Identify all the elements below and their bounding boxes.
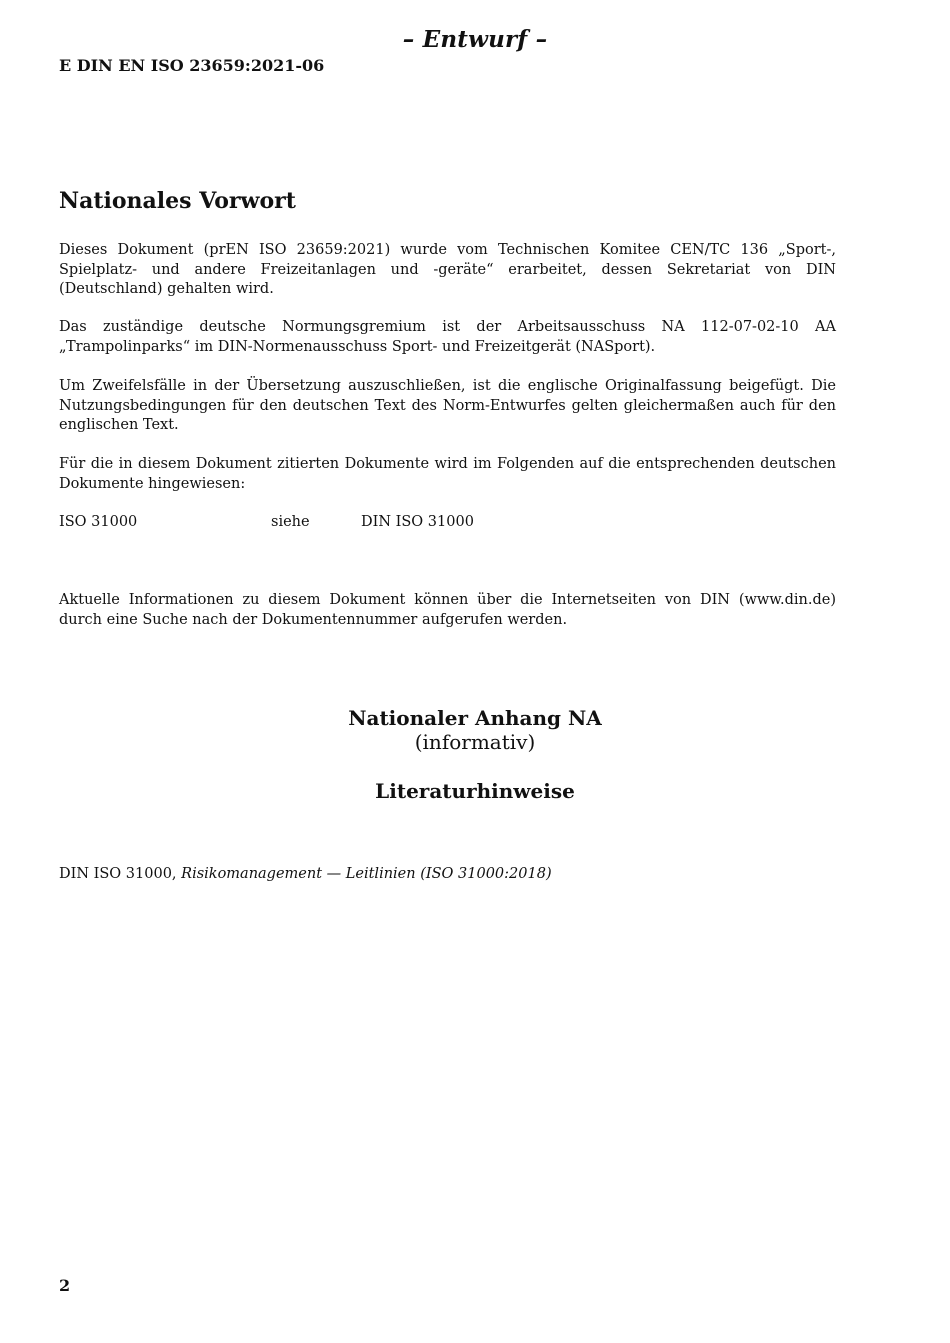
reference-see: siehe [271,514,310,530]
bibliography-title: Risikomanagement — Leitlinien (ISO 31000:2018) [181,866,552,882]
page-number: 2 [59,1276,71,1295]
annex-title: Nationaler Anhang NA [348,706,602,730]
annex-subtitle: (informativ) [414,730,536,754]
reference-iso: ISO 31000 [59,514,138,530]
document-id: E DIN EN ISO 23659:2021-06 [59,56,325,75]
foreword-paragraph-1: Dieses Dokument (prEN ISO 23659:2021) wurde vom Technischen Komitee CEN/TC 136 „Sport-, Spielplatz- und andere Freizeitanlagen und -geräte“ erarbeitet, dessen Sekretariat von DIN (Deutschland) gehalten wird. [59,242,836,297]
draft-label: – Entwurf – [402,26,548,53]
foreword-paragraph-3: Um Zweifelsfälle in der Übersetzung auszuschließen, ist die englische Originalfassung beigefügt. Die Nutzungsbedingungen für den deutschen Text des Norm-Entwurfes gelten gleichermaßen auch für den englischen Text. [59,378,836,433]
bibliography-entry [59,866,552,882]
foreword-title: Nationales Vorwort [59,188,296,214]
literature-heading: Literaturhinweise [375,779,575,803]
annex-heading [0,706,950,754]
reference-din: DIN ISO 31000 [361,514,474,530]
foreword-paragraph-2: Das zuständige deutsche Normungsgremium ist der Arbeitsausschuss NA 112-07-02-10 AA „Trampolinparks“ im DIN-Normenausschuss Sport- und Freizeitgerät (NASport). [59,319,836,355]
bibliography-ref: DIN ISO 31000, [59,866,177,882]
foreword-paragraph-4: Für die in diesem Dokument zitierten Dokumente wird im Folgenden auf die entsprechenden deutschen Dokumente hingewiesen: [59,456,836,492]
foreword-paragraph-5: Aktuelle Informationen zu diesem Dokument können über die Internetseiten von DIN (www.din.de) durch eine Suche nach der Dokumentennummer aufgerufen werden. [59,592,836,628]
